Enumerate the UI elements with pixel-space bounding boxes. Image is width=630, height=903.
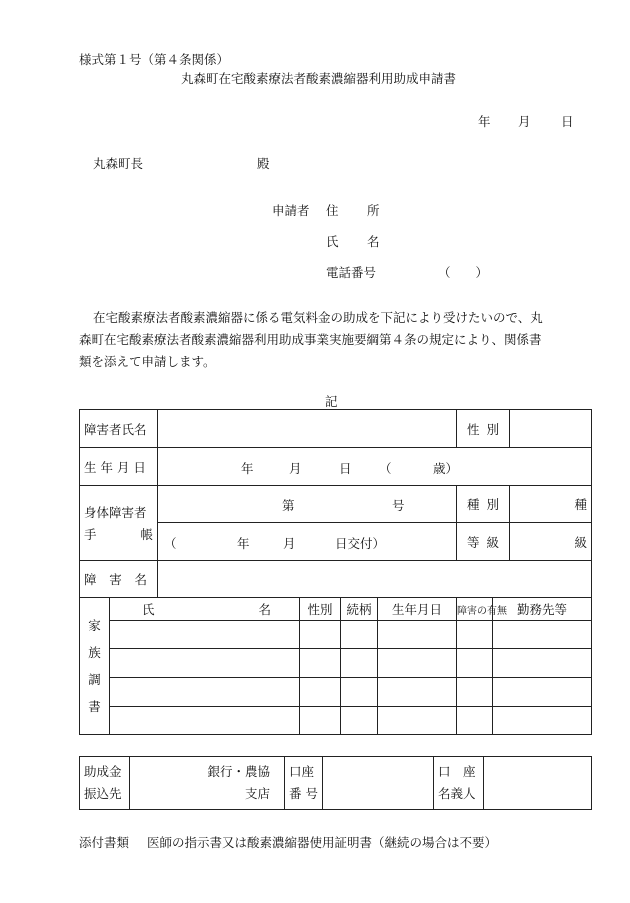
family-label-4: 書 — [88, 699, 101, 714]
family-header-relation: 続柄 — [341, 598, 378, 621]
family-relation-input[interactable] — [341, 621, 378, 649]
page-title: 丸森町在宅酸素療法者酸素濃縮器利用助成申請書 — [181, 71, 457, 86]
family-gender-input[interactable] — [300, 678, 341, 707]
bank-label-1: 助成金 — [84, 764, 122, 779]
branch-label: 支店 — [244, 786, 270, 801]
grade-input[interactable]: 級 — [510, 523, 592, 561]
bank-type-label: 銀行・農協 — [207, 764, 270, 779]
family-row — [80, 707, 592, 735]
issue-open: （ — [164, 535, 177, 551]
account-label-2: 番 号 — [289, 786, 318, 801]
handbook-label-1: 身体障害者 — [84, 505, 147, 520]
handbook-number-input[interactable] — [158, 486, 457, 523]
family-gender-input[interactable] — [300, 621, 341, 649]
family-header-name-1: 氏 — [142, 602, 155, 617]
bank-name-input[interactable] — [130, 757, 285, 810]
birth-year: 年 — [241, 460, 254, 476]
gender-label-cell — [457, 410, 510, 448]
handbook-label-2a: 手 — [84, 527, 97, 542]
family-row — [80, 649, 592, 678]
family-birthdate-input[interactable] — [378, 621, 457, 649]
birthdate-input[interactable] — [158, 448, 592, 486]
account-holder-label — [434, 757, 484, 810]
number-dai: 第 — [282, 498, 295, 513]
name-label-2: 名 — [367, 234, 380, 249]
family-name-input[interactable] — [110, 678, 300, 707]
age-open: （ — [379, 460, 392, 476]
family-label-3: 調 — [88, 672, 101, 687]
disabled-name-label: 障害者氏名 — [80, 410, 158, 448]
type-label-2: 別 — [486, 497, 500, 512]
family-header-disability: 障害の有無 — [457, 598, 493, 621]
address-label-1: 住 — [326, 203, 339, 218]
number-go: 号 — [392, 498, 405, 513]
phone-paren: （ ） — [438, 265, 489, 280]
family-header-birthdate: 生年月日 — [378, 598, 457, 621]
family-disability-input[interactable] — [457, 707, 493, 735]
addressee-honorific: 殿 — [257, 156, 270, 171]
family-relation-input[interactable] — [341, 678, 378, 707]
phone-label: 電話番号 — [326, 265, 377, 280]
family-header-name-2: 名 — [258, 602, 272, 617]
family-birthdate-input[interactable] — [378, 707, 457, 735]
date-month: 月 — [518, 114, 531, 129]
body-line-1: 在宅酸素療法者酸素濃縮器に係る電気料金の助成を下記により受けたいので、丸 — [93, 310, 543, 325]
family-gender-input[interactable] — [300, 707, 341, 735]
family-survey-label — [80, 598, 110, 735]
family-gender-input[interactable] — [300, 649, 341, 678]
age-label: 歳） — [433, 460, 459, 476]
attachment-label: 添付書類 — [79, 835, 130, 850]
birth-day: 日 — [339, 460, 352, 476]
family-label-1: 家 — [88, 618, 101, 633]
type-label-1: 種 — [467, 497, 480, 512]
name-label-1: 氏 — [326, 234, 339, 249]
account-label-1: 口座 — [289, 764, 315, 779]
family-birthdate-input[interactable] — [378, 649, 457, 678]
issue-month: 月 — [283, 535, 296, 551]
family-header-name — [110, 598, 300, 621]
body-line-2: 森町在宅酸素療法者酸素濃縮器利用助成事業実施要綱第４条の規定により、関係書 — [79, 332, 542, 347]
grade-label-2: 級 — [486, 534, 500, 550]
address-label-2: 所 — [367, 203, 380, 218]
account-holder-input[interactable] — [484, 757, 592, 810]
family-name-input[interactable] — [110, 707, 300, 735]
type-label-cell — [457, 486, 510, 523]
issue-year: 年 — [237, 535, 250, 551]
family-row — [80, 678, 592, 707]
date-year: 年 — [478, 114, 491, 129]
holder-label-2: 名義人 — [438, 786, 476, 801]
date-day: 日 — [561, 114, 574, 129]
family-label-2: 族 — [88, 645, 101, 660]
family-birthdate-input[interactable] — [378, 678, 457, 707]
family-row — [80, 621, 592, 649]
family-workplace-input[interactable] — [493, 707, 592, 735]
application-form-table — [79, 409, 592, 735]
account-number-label — [285, 757, 323, 810]
bank-label — [80, 757, 130, 810]
handbook-label — [80, 486, 158, 561]
disabled-name-input[interactable] — [158, 410, 457, 448]
handbook-label-2b: 帳 — [140, 527, 154, 542]
family-workplace-input[interactable] — [493, 621, 592, 649]
body-line-3: 類を添えて申請します。 — [79, 354, 216, 369]
bank-label-2: 振込先 — [84, 786, 122, 801]
gender-label-1: 性 — [467, 421, 480, 437]
family-workplace-input[interactable] — [493, 678, 592, 707]
birthdate-label: 生 年 月 日 — [80, 448, 158, 486]
birth-month: 月 — [289, 460, 302, 476]
type-input[interactable]: 種 — [510, 486, 592, 523]
account-number-input[interactable] — [323, 757, 434, 810]
applicant-label: 申請者 — [272, 203, 310, 218]
holder-label-1: 口 座 — [438, 764, 476, 779]
family-workplace-input[interactable] — [493, 649, 592, 678]
issue-date-input[interactable] — [158, 523, 457, 561]
family-header-gender: 性別 — [300, 598, 341, 621]
form-number: 様式第１号（第４条関係） — [79, 52, 230, 67]
disability-label-2: 害 — [109, 572, 122, 587]
family-header-workplace: 勤務先等 — [493, 598, 592, 621]
disability-name-input[interactable] — [158, 561, 592, 598]
ki-label: 記 — [325, 394, 338, 409]
grade-label-cell — [457, 523, 510, 561]
grade-label-1: 等 — [467, 534, 480, 550]
disability-label-1: 障 — [84, 572, 97, 587]
gender-input[interactable] — [510, 410, 592, 448]
disability-name-label — [80, 561, 158, 598]
issue-issued: 日交付） — [335, 535, 386, 551]
bank-transfer-table — [79, 756, 592, 810]
family-disability-input[interactable] — [457, 678, 493, 707]
family-name-input[interactable] — [110, 621, 300, 649]
family-relation-input[interactable] — [341, 707, 378, 735]
family-disability-input[interactable] — [457, 621, 493, 649]
disability-label-3: 名 — [134, 572, 148, 587]
gender-label-2: 別 — [486, 421, 500, 437]
family-disability-input[interactable] — [457, 649, 493, 678]
attachment-text: 医師の指示書又は酸素濃縮器使用証明書（継続の場合は不要） — [147, 835, 498, 850]
family-name-input[interactable] — [110, 649, 300, 678]
family-relation-input[interactable] — [341, 649, 378, 678]
addressee-name: 丸森町長 — [93, 156, 144, 171]
